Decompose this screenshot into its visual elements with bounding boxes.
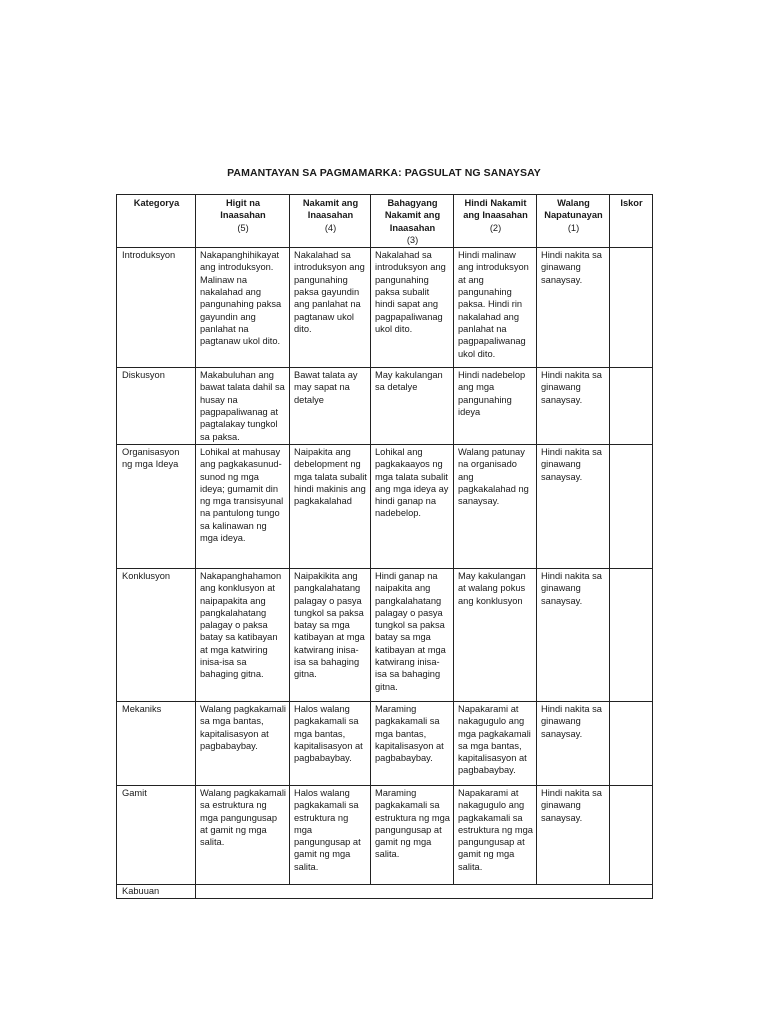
criteria-cell-1: Hindi nakita sa ginawang sanaysay.: [537, 785, 610, 884]
criteria-cell-3: Hindi ganap na naipakita ang pangkalahatang palagay o pasya tungkol sa paksa batay sa mga katibayan at mga katwirang inisa-isa sa bahaging gitna.: [371, 568, 454, 701]
header-walang-napatunayan: [537, 195, 610, 248]
criteria-cell-4: Bawat talata ay may sapat na detalye: [290, 368, 371, 445]
score-cell: [610, 785, 653, 884]
table-row-organisasyon: [117, 444, 653, 568]
criteria-cell-1: Hindi nakita sa ginawang sanaysay.: [537, 444, 610, 568]
header-line: Higit na: [225, 198, 261, 208]
table-row-konklusyon: [117, 568, 653, 701]
criteria-cell-1: Hindi nakita sa ginawang sanaysay.: [537, 701, 610, 785]
criteria-cell-4: Halos walang pagkakamali sa estruktura ng mga pangungusap at gamit ng mga salita.: [290, 785, 371, 884]
criteria-cell-4: Naipakita ang debelopment ng mga talata subalit hindi makinis ang pagkakalahad: [290, 444, 371, 568]
criteria-cell-5: Makabuluhan ang bawat talata dahil sa husay na pagpapaliwanag at pagtalakay tungkol sa paksa.: [196, 368, 290, 445]
header-kategorya: [117, 195, 196, 248]
criteria-cell-1: Hindi nakita sa ginawang sanaysay.: [537, 248, 610, 368]
category-cell: Mekaniks: [117, 701, 196, 785]
header-score: (3): [406, 234, 419, 245]
header-score: (5): [237, 222, 249, 233]
header-iskor-label: Iskor: [620, 198, 643, 208]
score-cell: [610, 701, 653, 785]
header-line: Bahagyang: [387, 198, 438, 208]
score-cell: [610, 444, 653, 568]
table-row-kabuuan: [117, 884, 653, 898]
table-row-gamit: [117, 785, 653, 884]
table-header-row: [117, 195, 653, 248]
table-row-diskusyon: [117, 368, 653, 445]
criteria-cell-2: Napakarami at nakagugulo ang pagkakamali sa estruktura ng mga pangungusap at gamit ng mga salita.: [454, 785, 537, 884]
category-cell: Konklusyon: [117, 568, 196, 701]
criteria-cell-4: Nakalahad sa introduksyon ang pangunahing paksa gayundin ang panlahat na pagtanaw ukol dito.: [290, 248, 371, 368]
criteria-cell-5: Walang pagkakamali sa estruktura ng mga pangungusap at gamit ng mga salita.: [196, 785, 290, 884]
criteria-cell-2: Hindi malinaw ang introduksyon at ang pangunahing paksa. Hindi rin nakalahad ang panlahat na pagpapaliwanag ukol dito.: [454, 248, 537, 368]
criteria-cell-2: May kakulangan at walang pokus ang konklusyon: [454, 568, 537, 701]
header-line: Inaasahan: [220, 210, 266, 221]
criteria-cell-3: Nakalahad sa introduksyon ang pangunahing paksa subalit hindi sapat ang pagpapaliwanag ukol dito.: [371, 248, 454, 368]
criteria-cell-1: Hindi nakita sa ginawang sanaysay.: [537, 568, 610, 701]
header-iskor: [610, 195, 653, 248]
criteria-cell-2: Walang patunay na organisado ang pagkakalahad ng sanaysay.: [454, 444, 537, 568]
criteria-cell-5: Nakapanghahamon ang konklusyon at naipapakita ang pangkalahatang palagay o paksa batay sa katibayan at mga katwiring inisa-isa sa bahaging gitna.: [196, 568, 290, 701]
category-cell: Organisasyon ng mga Ideya: [117, 444, 196, 568]
criteria-cell-5: Walang pagkakamali sa mga bantas, kapitalisasyon at pagbabaybay.: [196, 701, 290, 785]
total-value-cell: [196, 884, 653, 898]
criteria-cell-3: May kakulangan sa detalye: [371, 368, 454, 445]
category-cell: Diskusyon: [117, 368, 196, 445]
criteria-cell-4: Halos walang pagkakamali sa mga bantas, kapitalisasyon at pagbabaybay.: [290, 701, 371, 785]
header-line: Inaasahan: [307, 210, 354, 221]
rubric-table: [116, 194, 653, 899]
criteria-cell-4: Naipakikita ang pangkalahatang palagay o pasya tungkol sa paksa batay sa mga katibayan at mga katwirang inisa-isa sa bahaging gitna.: [290, 568, 371, 701]
criteria-cell-5: Nakapanghihikayat ang introduksyon. Malinaw na nakalahad ang pangunahing paksa gayundin ang panlahat na pagtanaw ukol dito.: [196, 248, 290, 368]
criteria-cell-1: Hindi nakita sa ginawang sanaysay.: [537, 368, 610, 445]
criteria-cell-3: Maraming pagkakamali sa mga bantas, kapitalisasyon at pagbabaybay.: [371, 701, 454, 785]
header-line: Hindi Nakamit: [464, 198, 527, 208]
header-hindi-nakamit: [454, 195, 537, 248]
score-cell: [610, 568, 653, 701]
page-title: PAMANTAYAN SA PAGMAMARKA: PAGSULAT NG SANAYSAY: [227, 167, 541, 179]
header-bahagyang-nakamit: [371, 195, 454, 248]
header-nakamit-ang-inaasahan: [290, 195, 371, 248]
header-score: (4): [324, 222, 337, 233]
table-row-introduksyon: [117, 248, 653, 368]
category-cell: Gamit: [117, 785, 196, 884]
header-higit-na-inaasahan: [196, 195, 290, 248]
criteria-cell-3: Maraming pagkakamali sa estruktura ng mga pangungusap at gamit ng mga salita.: [371, 785, 454, 884]
criteria-cell-3: Lohikal ang pagkakaayos ng mga talata subalit ang mga ideya ay hindi ganap na nadebelop.: [371, 444, 454, 568]
table-row-mekaniks: [117, 701, 653, 785]
category-cell: Introduksyon: [117, 248, 196, 368]
score-cell: [610, 248, 653, 368]
header-score: (2): [489, 222, 502, 233]
header-line: Walang: [557, 198, 590, 208]
total-label: Kabuuan: [117, 884, 196, 898]
header-line: Napatunayan: [544, 210, 603, 221]
header-line: Nakamit ang: [384, 210, 441, 221]
criteria-cell-5: Lohikal at mahusay ang pagkakasunud-sunod ng mga ideya; gumamit din ng mga transisyunal na pantulong tungo sa kalinawan ng mga ideya.: [196, 444, 290, 568]
header-line: Nakamit ang: [302, 198, 359, 208]
header-score: (1): [567, 222, 580, 233]
header-line: ang Inaasahan: [463, 210, 528, 221]
criteria-cell-2: Napakarami at nakagugulo ang mga pagkakamali sa mga bantas, kapitalisasyon at pagbabaybay.: [454, 701, 537, 785]
header-kategorya-label: Kategorya: [133, 198, 180, 208]
criteria-cell-2: Hindi nadebelop ang mga pangunahing ideya: [454, 368, 537, 445]
header-line: Inaasahan: [389, 222, 436, 233]
score-cell: [610, 368, 653, 445]
